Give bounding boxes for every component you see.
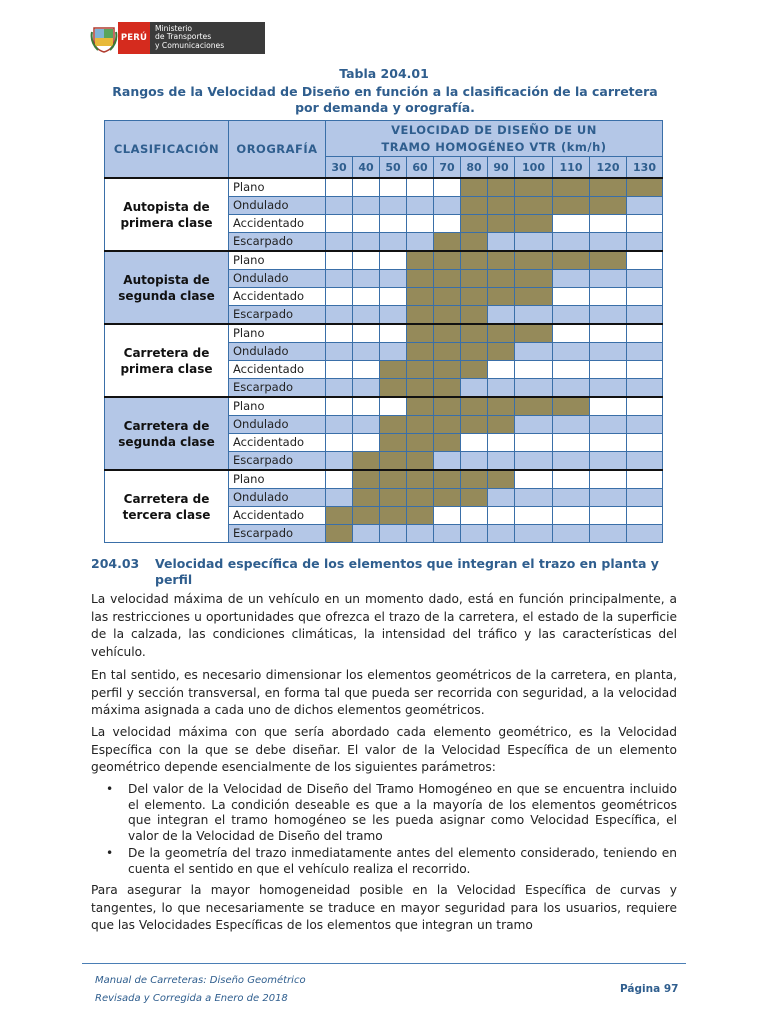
terrain-label: Ondulado: [229, 270, 326, 288]
speed-cell: [590, 343, 627, 361]
speed-cell: [590, 416, 627, 434]
speed-range-cell: [461, 197, 488, 215]
speed-cell: [353, 215, 380, 233]
speed-cell: [627, 452, 663, 471]
speed-range-cell: [407, 507, 434, 525]
speed-range-cell: [553, 397, 590, 416]
speed-range-cell: [488, 343, 515, 361]
speed-cell: [590, 379, 627, 398]
speed-cell: [353, 270, 380, 288]
speed-range-cell: [434, 306, 461, 325]
speed-cell: [590, 361, 627, 379]
speed-range-cell: [407, 288, 434, 306]
section-title: Velocidad específica de los elementos que integran el trazo en planta y perfil: [155, 556, 659, 587]
speed-cell: [326, 489, 353, 507]
speed-range-cell: [488, 251, 515, 270]
speed-cell: [553, 434, 590, 452]
speed-cell: [326, 343, 353, 361]
speed-cell: [627, 507, 663, 525]
speed-range-cell: [407, 489, 434, 507]
ministry-name: Ministerio de Transportes y Comunicaciones: [150, 22, 265, 54]
speed-range-cell: [461, 251, 488, 270]
speed-range-cell: [380, 452, 407, 471]
speed-range-cell: [553, 251, 590, 270]
speed-range-cell: [407, 470, 434, 489]
speed-range-cell: [461, 306, 488, 325]
header-clasificacion: CLASIFICACIÓN: [105, 121, 229, 179]
terrain-label: Plano: [229, 178, 326, 197]
speed-cell: [461, 452, 488, 471]
speed-cell: [353, 324, 380, 343]
speed-cell: [627, 397, 663, 416]
speed-cell: [590, 288, 627, 306]
speed-cell: [553, 452, 590, 471]
speed-cell: [380, 178, 407, 197]
speed-cell: [380, 306, 407, 325]
speed-cell: [326, 197, 353, 215]
speed-range-cell: [434, 270, 461, 288]
speed-range-cell: [380, 416, 407, 434]
speed-cell: [627, 251, 663, 270]
speed-cell: [380, 343, 407, 361]
speed-header-100: 100: [515, 157, 553, 178]
speed-cell: [515, 361, 553, 379]
speed-cell: [590, 470, 627, 489]
speed-cell: [590, 215, 627, 233]
speed-range-cell: [407, 434, 434, 452]
classification-label: Autopista de primera clase: [105, 178, 229, 251]
speed-cell: [488, 489, 515, 507]
speed-cell: [353, 379, 380, 398]
speed-range-cell: [461, 270, 488, 288]
speed-range-cell: [434, 397, 461, 416]
speed-range-cell: [380, 361, 407, 379]
speed-range-cell: [488, 215, 515, 233]
section-heading: [91, 556, 681, 588]
terrain-label: Ondulado: [229, 197, 326, 215]
speed-cell: [590, 324, 627, 343]
speed-cell: [326, 324, 353, 343]
speed-range-cell: [461, 470, 488, 489]
parameter-list: [104, 782, 677, 879]
speed-header-110: 110: [553, 157, 590, 178]
speed-cell: [380, 397, 407, 416]
speed-range-cell: [488, 197, 515, 215]
speed-range-cell: [461, 288, 488, 306]
speed-cell: [353, 288, 380, 306]
speed-cell: [434, 525, 461, 543]
speed-cell: [353, 416, 380, 434]
speed-cell: [488, 525, 515, 543]
speed-range-cell: [407, 452, 434, 471]
section-number: 204.03: [91, 556, 140, 571]
table-caption: Tabla 204.01: [339, 66, 429, 81]
speed-cell: [553, 379, 590, 398]
page-number: Página 97: [620, 983, 679, 995]
speed-cell: [553, 525, 590, 543]
speed-cell: [353, 525, 380, 543]
table-row: [105, 178, 663, 197]
speed-cell: [553, 270, 590, 288]
speed-cell: [326, 470, 353, 489]
speed-range-cell: [590, 197, 627, 215]
speed-range-cell: [461, 233, 488, 252]
speed-cell: [515, 507, 553, 525]
speed-range-cell: [461, 324, 488, 343]
speed-range-cell: [407, 397, 434, 416]
speed-cell: [407, 197, 434, 215]
footer-revision: Revisada y Corregida a Enero de 2018: [95, 993, 288, 1004]
footer-manual-title: Manual de Carreteras: Diseño Geométrico: [95, 975, 306, 986]
speed-cell: [434, 452, 461, 471]
speed-cell: [488, 434, 515, 452]
bullet-icon: •: [106, 782, 114, 796]
speed-cell: [488, 233, 515, 252]
speed-cell: [380, 288, 407, 306]
speed-cell: [515, 416, 553, 434]
terrain-label: Ondulado: [229, 416, 326, 434]
speed-cell: [488, 452, 515, 471]
speed-cell: [553, 343, 590, 361]
speed-cell: [353, 251, 380, 270]
speed-cell: [553, 470, 590, 489]
speed-cell: [515, 343, 553, 361]
speed-cell: [627, 215, 663, 233]
speed-range-cell: [515, 397, 553, 416]
table-row: [105, 397, 663, 416]
speed-cell: [407, 233, 434, 252]
speed-range-cell: [627, 178, 663, 197]
classification-label: Carretera de segunda clase: [105, 397, 229, 470]
speed-cell: [553, 288, 590, 306]
paragraph-2: En tal sentido, es necesario dimensionar los elementos geométricos de la carretera, en planta, perfil y sección transversal, en forma tal que pueda ser recorrida con seguridad, a la velocidad máxima asignada a cada uno de dichos elementos geométricos.: [91, 668, 677, 717]
speed-cell: [326, 288, 353, 306]
speed-cell: [553, 507, 590, 525]
speed-cell: [488, 507, 515, 525]
speed-cell: [488, 306, 515, 325]
speed-cell: [407, 525, 434, 543]
speed-header-30: 30: [326, 157, 353, 178]
speed-cell: [590, 525, 627, 543]
paragraph-1: La velocidad máxima de un vehículo en un momento dado, está en función principalmente, a las restricciones u oportunidades que ofrezca el trazo de la carretera, el estado de la superficie de la calzada, las condiciones climáticas, la intensidad del tráfico y las características del vehículo.: [91, 592, 677, 659]
speed-cell: [461, 507, 488, 525]
terrain-label: Escarpado: [229, 233, 326, 252]
speed-cell: [627, 489, 663, 507]
terrain-label: Accidentado: [229, 434, 326, 452]
speed-cell: [353, 178, 380, 197]
header-orografia: OROGRAFÍA: [229, 121, 326, 179]
speed-cell: [515, 452, 553, 471]
speed-header-90: 90: [488, 157, 515, 178]
speed-range-cell: [488, 288, 515, 306]
speed-cell: [515, 434, 553, 452]
paragraph-3: La velocidad máxima con que sería abordado cada elemento geométrico, es la Velocidad Específica con la que se debe diseñar. El valor de la Velocidad Específica de un elemento geométrico depende esencialmente de los siguientes parámetros:: [91, 725, 677, 774]
speed-range-cell: [407, 251, 434, 270]
table-row: [105, 470, 663, 489]
speed-range-cell: [380, 489, 407, 507]
speed-cell: [326, 233, 353, 252]
speed-cell: [627, 361, 663, 379]
speed-cell: [461, 525, 488, 543]
speed-cell: [627, 470, 663, 489]
speed-cell: [590, 306, 627, 325]
speed-cell: [380, 215, 407, 233]
speed-cell: [590, 507, 627, 525]
speed-range-cell: [515, 215, 553, 233]
terrain-label: Escarpado: [229, 306, 326, 325]
speed-cell: [326, 452, 353, 471]
speed-cell: [627, 525, 663, 543]
speed-range-cell: [434, 343, 461, 361]
speed-range-cell: [553, 178, 590, 197]
speed-cell: [461, 379, 488, 398]
terrain-label: Plano: [229, 251, 326, 270]
classification-label: Carretera de primera clase: [105, 324, 229, 397]
speed-range-cell: [434, 434, 461, 452]
speed-cell: [407, 178, 434, 197]
speed-range-cell: [434, 470, 461, 489]
speed-range-cell: [461, 416, 488, 434]
design-speed-table: [104, 120, 663, 543]
speed-range-cell: [434, 379, 461, 398]
speed-cell: [553, 361, 590, 379]
speed-cell: [326, 434, 353, 452]
speed-header-70: 70: [434, 157, 461, 178]
speed-range-cell: [515, 324, 553, 343]
speed-cell: [488, 379, 515, 398]
speed-cell: [627, 197, 663, 215]
speed-cell: [380, 270, 407, 288]
speed-range-cell: [488, 324, 515, 343]
speed-header-130: 130: [627, 157, 663, 178]
speed-range-cell: [515, 178, 553, 197]
terrain-label: Plano: [229, 470, 326, 489]
speed-cell: [515, 525, 553, 543]
speed-range-cell: [407, 361, 434, 379]
speed-cell: [380, 525, 407, 543]
speed-range-cell: [407, 306, 434, 325]
speed-cell: [380, 197, 407, 215]
speed-range-cell: [461, 215, 488, 233]
speed-range-cell: [488, 416, 515, 434]
speed-header-50: 50: [380, 157, 407, 178]
speed-cell: [326, 251, 353, 270]
terrain-label: Escarpado: [229, 525, 326, 543]
speed-range-cell: [488, 270, 515, 288]
ministry-logo: [90, 22, 265, 54]
speed-cell: [326, 397, 353, 416]
speed-cell: [553, 215, 590, 233]
speed-cell: [353, 233, 380, 252]
speed-range-cell: [353, 507, 380, 525]
terrain-label: Ondulado: [229, 343, 326, 361]
speed-cell: [553, 416, 590, 434]
speed-cell: [627, 379, 663, 398]
classification-label: Carretera de tercera clase: [105, 470, 229, 543]
speed-cell: [488, 361, 515, 379]
speed-header-60: 60: [407, 157, 434, 178]
terrain-label: Accidentado: [229, 215, 326, 233]
speed-range-cell: [553, 197, 590, 215]
speed-range-cell: [434, 288, 461, 306]
speed-range-cell: [515, 197, 553, 215]
speed-cell: [515, 306, 553, 325]
speed-range-cell: [380, 507, 407, 525]
speed-header-80: 80: [461, 157, 488, 178]
footer-divider: [82, 963, 686, 964]
speed-range-cell: [515, 251, 553, 270]
bullet-icon: •: [106, 846, 114, 860]
speed-range-cell: [407, 324, 434, 343]
speed-range-cell: [434, 233, 461, 252]
speed-cell: [590, 270, 627, 288]
coat-of-arms-icon: [90, 22, 118, 54]
speed-cell: [627, 270, 663, 288]
speed-range-cell: [461, 489, 488, 507]
speed-cell: [326, 379, 353, 398]
speed-range-cell: [407, 343, 434, 361]
speed-cell: [326, 306, 353, 325]
table-row: [105, 324, 663, 343]
speed-range-cell: [407, 379, 434, 398]
header-velocidad: VELOCIDAD DE DISEÑO DE UN TRAMO HOMOGÉNEO VTR (km/h): [326, 121, 663, 157]
paragraph-4: Para asegurar la mayor homogeneidad posible en la Velocidad Específica de curvas y tangentes, lo que necesariamente se traduce en mayor seguridad para los usuarios, requiere que las Velocidades Específicas de los elementos que integran un tramo: [91, 883, 677, 932]
speed-range-cell: [461, 343, 488, 361]
speed-cell: [434, 197, 461, 215]
speed-range-cell: [326, 507, 353, 525]
terrain-label: Escarpado: [229, 452, 326, 471]
table-title: Rangos de la Velocidad de Diseño en función a la clasificación de la carretera por demanda y orografía.: [112, 84, 658, 115]
speed-header-40: 40: [353, 157, 380, 178]
speed-range-cell: [461, 178, 488, 197]
speed-cell: [553, 324, 590, 343]
speed-range-cell: [353, 452, 380, 471]
speed-range-cell: [380, 379, 407, 398]
speed-cell: [515, 489, 553, 507]
terrain-label: Plano: [229, 324, 326, 343]
terrain-label: Accidentado: [229, 361, 326, 379]
peru-label: PERÚ: [118, 22, 150, 54]
speed-range-cell: [488, 178, 515, 197]
speed-cell: [326, 361, 353, 379]
speed-range-cell: [407, 416, 434, 434]
speed-range-cell: [515, 270, 553, 288]
speed-cell: [326, 178, 353, 197]
speed-cell: [553, 489, 590, 507]
speed-cell: [380, 233, 407, 252]
speed-cell: [434, 507, 461, 525]
speed-cell: [627, 288, 663, 306]
speed-cell: [434, 178, 461, 197]
speed-cell: [380, 324, 407, 343]
speed-range-cell: [434, 489, 461, 507]
speed-cell: [515, 470, 553, 489]
speed-cell: [627, 233, 663, 252]
speed-range-cell: [434, 416, 461, 434]
speed-range-cell: [434, 251, 461, 270]
list-item: • De la geometría del trazo inmediatamente antes del elemento considerado, teniendo en cuenta el sentido en que el vehículo realiza el recorrido.: [106, 846, 677, 876]
speed-cell: [590, 452, 627, 471]
terrain-label: Ondulado: [229, 489, 326, 507]
speed-range-cell: [590, 251, 627, 270]
speed-range-cell: [515, 288, 553, 306]
speed-range-cell: [407, 270, 434, 288]
speed-range-cell: [488, 397, 515, 416]
speed-range-cell: [461, 397, 488, 416]
terrain-label: Plano: [229, 397, 326, 416]
speed-cell: [590, 233, 627, 252]
speed-cell: [326, 416, 353, 434]
speed-cell: [326, 270, 353, 288]
speed-range-cell: [326, 525, 353, 543]
speed-cell: [590, 434, 627, 452]
speed-cell: [553, 306, 590, 325]
speed-range-cell: [380, 470, 407, 489]
speed-cell: [627, 416, 663, 434]
speed-cell: [553, 233, 590, 252]
speed-cell: [353, 197, 380, 215]
table-row: [105, 251, 663, 270]
speed-cell: [461, 434, 488, 452]
speed-range-cell: [380, 434, 407, 452]
speed-range-cell: [434, 361, 461, 379]
speed-cell: [353, 361, 380, 379]
speed-cell: [627, 434, 663, 452]
speed-cell: [407, 215, 434, 233]
speed-range-cell: [434, 324, 461, 343]
speed-cell: [353, 306, 380, 325]
speed-cell: [353, 434, 380, 452]
speed-cell: [515, 379, 553, 398]
speed-range-cell: [353, 470, 380, 489]
list-item: • Del valor de la Velocidad de Diseño del Tramo Homogéneo en que se encuentra incluido el elemento. La condición deseable es que a la mayoría de los elementos geométricos que integran el tramo homogéneo se les pueda asignar como Velocidad Específica, el valor de la Velocidad de Diseño del tramo: [106, 782, 677, 843]
terrain-label: Accidentado: [229, 507, 326, 525]
speed-range-cell: [590, 178, 627, 197]
speed-cell: [627, 343, 663, 361]
speed-range-cell: [488, 470, 515, 489]
speed-cell: [590, 397, 627, 416]
classification-label: Autopista de segunda clase: [105, 251, 229, 324]
speed-cell: [590, 489, 627, 507]
speed-cell: [515, 233, 553, 252]
speed-cell: [353, 343, 380, 361]
speed-cell: [380, 251, 407, 270]
speed-header-120: 120: [590, 157, 627, 178]
terrain-label: Accidentado: [229, 288, 326, 306]
speed-cell: [434, 215, 461, 233]
speed-cell: [353, 397, 380, 416]
terrain-label: Escarpado: [229, 379, 326, 398]
speed-cell: [627, 324, 663, 343]
speed-cell: [326, 215, 353, 233]
speed-range-cell: [353, 489, 380, 507]
speed-cell: [627, 306, 663, 325]
speed-range-cell: [461, 361, 488, 379]
